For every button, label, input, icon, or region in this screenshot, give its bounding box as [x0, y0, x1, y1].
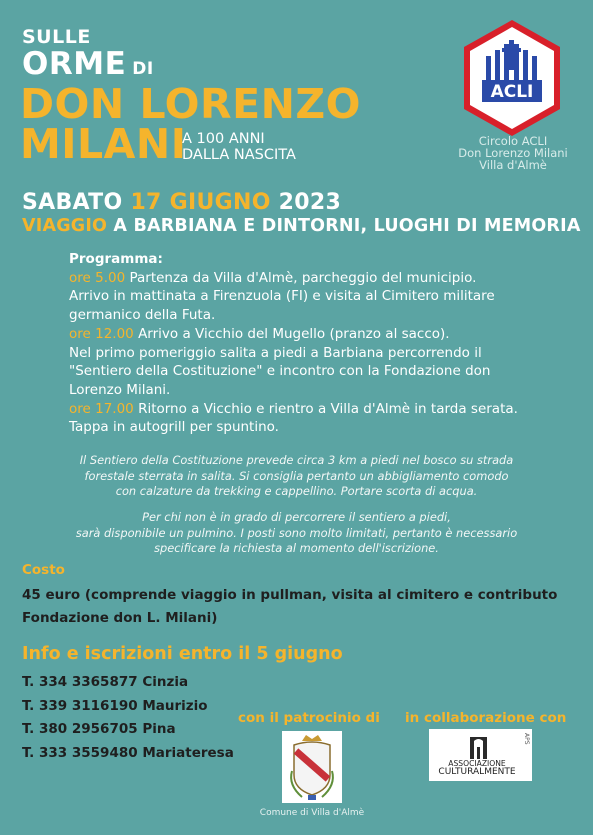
minibus-note — [40, 510, 553, 557]
circolo-acli-caption — [440, 135, 586, 171]
trip-destination: A BARBIANA E DINTORNI, LUOGHI DI MEMORIA — [113, 216, 581, 236]
event-year: 2023 — [278, 190, 342, 215]
info-heading: Info e iscrizioni entro il 5 giugno — [22, 644, 343, 664]
title-orme-word: ORME — [22, 46, 127, 82]
program-time: ore 12.00 — [69, 325, 134, 342]
program-time: ore 17.00 — [69, 400, 134, 417]
program-text: "Sentiero della Costituzione" e incontro con la Fondazione don — [69, 363, 491, 380]
anniversary-line-2: DALLA NASCITA — [182, 147, 296, 163]
program-text: Arrivo in mattinata a Firenzuola (FI) e visita al Cimitero militare — [69, 288, 495, 305]
program-time: ore 5.00 — [69, 269, 126, 286]
circolo-line-1: Circolo ACLI — [478, 134, 548, 148]
trail-note-line: forestale sterrata in salita. Si consiglia pertanto un abbigliamento comodo — [84, 468, 509, 483]
anniversary-line-1: A 100 ANNI — [182, 131, 265, 147]
culturalmente-aps: APS — [523, 733, 530, 745]
title-di-word: DI — [132, 59, 154, 79]
trail-note-line: Il Sentiero della Costituzione prevede circa 3 km a piedi nel bosco su strada — [79, 453, 514, 467]
minibus-note-line: Per chi non è in grado di percorrere il sentiero a piedi, — [142, 510, 451, 524]
patronage-heading: con il patrocinio di — [238, 710, 380, 726]
culturalmente-line-1: ASSOCIAZIONE — [448, 759, 506, 768]
cost-details — [22, 584, 572, 630]
acli-logo-text: ACLI — [490, 82, 534, 102]
minibus-note-line: specificare la richiesta al momento dell'iscrizione. — [154, 541, 439, 556]
coat-of-arms-icon — [282, 731, 342, 803]
circolo-line-3: Villa d'Almè — [479, 158, 547, 172]
circolo-line-2: Don Lorenzo Milani — [458, 146, 568, 160]
phone-item: T. 334 3365877 Cinzia — [22, 674, 189, 690]
culturalmente-name — [431, 760, 523, 776]
title-line-milani: MILANI — [20, 120, 187, 168]
cost-heading: Costo — [22, 562, 65, 578]
program-item — [69, 325, 549, 400]
event-weekday: SABATO — [22, 190, 123, 215]
cost-includes: (comprende viaggio in pullman, visita al cimitero e contributo — [84, 587, 558, 603]
trail-note — [40, 453, 553, 500]
collaboration-heading: in collaborazione con — [405, 710, 567, 726]
trip-word: VIAGGIO — [22, 216, 108, 236]
event-date — [22, 190, 341, 215]
culturalmente-logo — [429, 729, 532, 781]
program-text: germanico della Futa. — [69, 307, 216, 324]
phone-item: T. 333 3559480 Mariateresa — [22, 745, 234, 762]
program-text: Arrivo a Vicchio del Mugello (pranzo al sacco). — [138, 325, 450, 342]
trail-note-line: con calzature da trekking e cappellino. Portare scorta di acqua. — [115, 484, 478, 499]
program-heading: Programma: — [69, 251, 163, 267]
program-text: Partenza da Villa d'Almè, parcheggio del municipio. — [129, 269, 477, 286]
cost-price: 45 euro — [22, 587, 81, 603]
phone-item: T. 339 3116190 Maurizio — [22, 697, 208, 714]
program-text: Lorenzo Milani. — [69, 381, 171, 398]
program-section — [69, 250, 549, 437]
trip-headline — [22, 216, 581, 236]
program-item — [69, 269, 549, 325]
acli-logo-icon — [458, 18, 566, 138]
comune-label: Comune di Villa d'Almè — [259, 808, 365, 818]
program-text: Tappa in autogrill per spuntino. — [69, 419, 279, 436]
program-item — [69, 400, 549, 437]
minibus-note-line: sarà disponibile un pulmino. I posti sono molto limitati, pertanto è necessario — [75, 525, 518, 540]
phone-list — [22, 671, 234, 766]
program-text: Ritorno a Vicchio e rientro a Villa d'Almè in tarda serata. — [138, 400, 518, 417]
title-line-orme — [22, 46, 154, 82]
culturalmente-line-2: CULTURALMENTE — [438, 767, 516, 777]
event-day-month: 17 GIUGNO — [130, 190, 271, 215]
anniversary-subtitle — [182, 131, 296, 163]
phone-item: T. 380 2956705 Pina — [22, 721, 176, 738]
comune-crest — [282, 731, 342, 803]
title-line-sulle: SULLE — [22, 26, 91, 48]
program-text: Nel primo pomeriggio salita a piedi a Barbiana percorrendo il — [69, 344, 482, 361]
title-line-don-lorenzo: DON LORENZO — [20, 80, 361, 128]
cost-includes-2: Fondazione don L. Milani) — [22, 610, 218, 626]
